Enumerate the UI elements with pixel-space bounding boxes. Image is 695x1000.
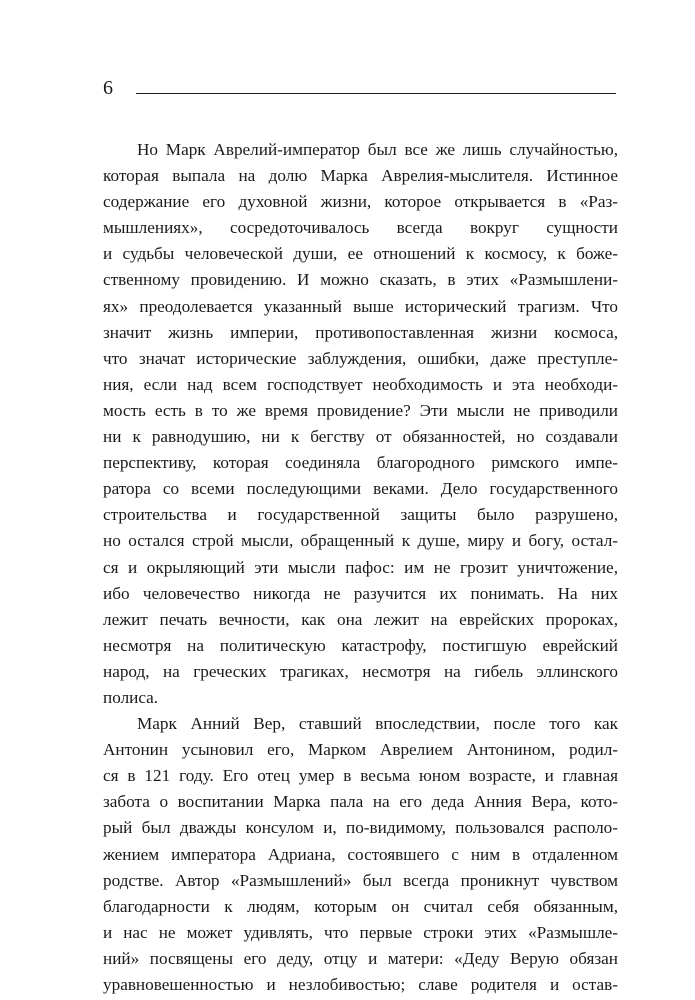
text-line: родстве. Автор «Размышлений» был всегда проникнут чувством: [103, 870, 618, 890]
text-line: ратора со всеми последующими веками. Дело государственного: [103, 479, 618, 499]
text-line: мышлениях», сосредоточивалось всегда вокруг сущности: [103, 218, 618, 238]
text-line: мость есть в то же время провидение? Эти мысли не приводили: [103, 400, 618, 420]
text-line: Но Марк Аврелий-император был все же лишь случайностью,: [137, 140, 618, 159]
text-line: которая выпала на долю Марка Аврелия-мыслителя. Истинное: [103, 166, 618, 186]
text-line: и нас не может удивлять, что первые строки этих «Размышле-: [103, 922, 618, 942]
header-rule: [136, 93, 616, 94]
page-number: 6: [103, 77, 113, 99]
text-line: содержание его духовной жизни, которое открывается в «Раз-: [103, 192, 618, 212]
text-line: ний» посвящены его деду, отцу и матери: «Деду Верую обязан: [103, 948, 618, 968]
text-line: что значат исторические заблуждения, ошибки, даже преступле-: [103, 348, 618, 368]
text-line: уравновешенностью и незлобивостью; славе родителя и остав-: [103, 975, 618, 994]
text-line: благодарности к людям, которым он считал себя обязанным,: [103, 896, 618, 916]
text-line: Антонин усыновил его, Марком Аврелием Антонином, родил-: [103, 740, 618, 760]
text-line: ибо человечество никогда не разучится их понимать. На них: [103, 583, 618, 603]
text-line: жением императора Адриана, состоявшего с ним в отдаленном: [103, 844, 618, 864]
page-header: [103, 76, 616, 100]
text-line: ся в 121 году. Его отец умер в весьма юном возрасте, и главная: [103, 766, 618, 786]
text-line: ния, если над всем господствует необходимость и эта необходи-: [103, 374, 618, 394]
text-line: ни к равнодушию, ни к бегству от обязанностей, но создавали: [103, 427, 618, 447]
text-line: несмотря на политическую катастрофу, постигшую еврейский: [103, 635, 618, 655]
text-line: забота о воспитании Марка пала на его деда Анния Вера, кото-: [103, 792, 618, 812]
text-line: рый был дважды консулом и, по-видимому, пользовался располо-: [103, 818, 618, 838]
text-line: ственному провидению. И можно сказать, в этих «Размышлени-: [103, 270, 618, 290]
body-text: [103, 137, 618, 998]
text-line: ях» преодолевается указанный выше исторический трагизм. Что: [103, 296, 618, 316]
text-line: и судьбы человеческой души, ее отношений к космосу, к боже-: [103, 244, 618, 264]
text-line: строительства и государственной защиты было разрушено,: [103, 505, 618, 525]
text-line: Марк Анний Вер, ставший впоследствии, после того как: [137, 714, 618, 734]
text-line: лежит печать вечности, как она лежит на еврейских пророках,: [103, 609, 618, 629]
text-line: народ, на греческих трагиках, несмотря на гибель эллинского: [103, 661, 618, 681]
text-line: но остался строй мысли, обращенный к душе, миру и богу, остал-: [103, 531, 618, 551]
text-line: перспективу, которая соединяла благородного римского импе-: [103, 453, 618, 473]
text-line: значит жизнь империи, противопоставленная жизни космоса,: [103, 322, 618, 342]
text-line: ся и окрыляющий эти мысли пафос: им не грозит уничтожение,: [103, 557, 618, 577]
text-line: полиса.: [103, 687, 159, 707]
